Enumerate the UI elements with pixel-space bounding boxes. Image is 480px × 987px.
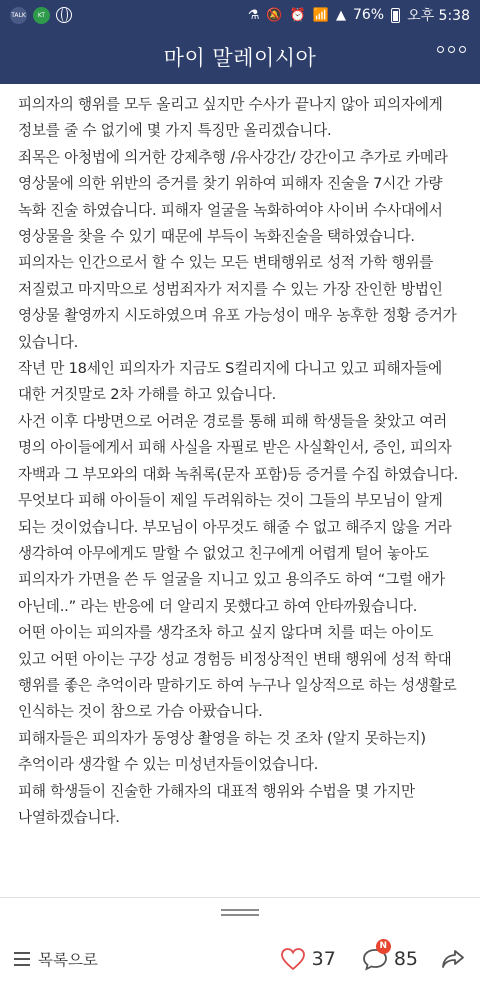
wifi-icon: 📶 xyxy=(312,7,329,23)
status-bar-right xyxy=(248,5,470,25)
back-to-list-button[interactable] xyxy=(14,948,98,970)
article-paragraph: 피의자의 행위를 모두 올리고 싶지만 수사가 끝나지 않아 피의자에게 정보를 줄 수 없기에 몇 가지 특징만 올리겠습니다. xyxy=(18,96,443,140)
kakaotalk-icon: TALK xyxy=(10,7,27,24)
signal-icon: ▲ xyxy=(335,7,346,23)
more-icon xyxy=(437,46,444,53)
new-badge: N xyxy=(376,939,391,954)
status-bar xyxy=(0,0,480,30)
like-button[interactable] xyxy=(280,947,336,971)
bottom-bar xyxy=(0,930,480,987)
list-icon xyxy=(14,952,30,966)
article-paragraph: 피의자는 인간으로서 할 수 있는 모든 변태행위로 성적 가학 행위를 저질렀고 마지막으로 성범죄자가 저지를 수 있는 가장 잔인한 방법인 영상물 촬영까지 시도하였으며 유포 가능성이 매우 농후한 정황 증거가 있습니다. xyxy=(18,254,457,351)
back-to-list-label: 목록으로 xyxy=(38,950,98,969)
app-header xyxy=(0,30,480,84)
status-bar-left xyxy=(10,7,72,24)
article-paragraph: 사건 이후 다방면으로 어려운 경로를 통해 피해 학생들을 찾았고 여러 명의 아이들에게서 피해 사실을 자필로 받은 사실확인서, 증인, 피의자 자백과 그 부모와의 대화 녹취록(문자 포함)등 증거를 수집 하였습니다. xyxy=(18,412,459,483)
comment-button[interactable] xyxy=(362,941,418,971)
alarm-icon: ⏰ xyxy=(289,7,306,23)
article-paragraph: 죄목은 아청법에 의거한 강제추행 /유사강간/ 강간이고 추가로 카메라 영상물에 의한 위반의 증거를 찾기 위하여 피해자 진술을 7시간 가량 녹화 진술 하였습니다. 피해자 얼굴을 녹화하여야 사이버 수사대에서 영상물을 찾을 수 있기 때문에 부득이 녹화진술을 택하였습니다. xyxy=(18,148,448,246)
more-icon xyxy=(448,46,455,53)
more-button[interactable] xyxy=(437,46,466,53)
lab-icon: ⚗ xyxy=(247,7,260,23)
article-paragraph: 피해 학생들이 진술한 가해자의 대표적 행위와 수법을 몇 가지만 나열하겠습니다. xyxy=(18,782,415,826)
globe-icon xyxy=(56,7,72,23)
post-actions xyxy=(280,941,466,971)
like-count: 37 xyxy=(311,947,336,970)
article-paragraph: 무엇보다 피해 아이들이 제일 두려워하는 것이 그들의 부모님이 알게 되는 것이었습니다. 부모님이 아무것도 해줄 수 없고 해주지 않을 거라 생각하여 아무에게도 말할 수 없었고 친구에게 어렵게 털어 놓아도 피의자가 가면을 쓴 두 얼굴을 지니고 있고 용의주도 하여 “그럴 애가 아닌데..” 라는 반응에 더 알리지 못했다고 하여 안타까웠습니다. xyxy=(18,492,452,615)
kt-icon: KT xyxy=(33,7,50,24)
article-paragraph: 피해자들은 피의자가 동영상 촬영을 하는 것 조차 (알지 못하는지) 추억이라 생각할 수 있는 미성년자들이었습니다. xyxy=(18,729,426,774)
battery-icon xyxy=(391,8,400,23)
page-title: 마이 말레이시아 xyxy=(163,46,317,70)
share-icon xyxy=(440,947,466,971)
heart-icon xyxy=(280,947,306,971)
article-paragraph: 작년 만 18세인 피의자가 지금도 S컬리지에 다니고 있고 피해자들에 대한 거짓말로 2차 가해를 하고 있습니다. xyxy=(18,360,443,404)
share-button[interactable] xyxy=(440,947,466,971)
clock: 오후 5:38 xyxy=(407,8,470,24)
mute-icon: 🔕 xyxy=(266,7,283,23)
battery-percent: 76% xyxy=(352,7,385,23)
drag-handle[interactable] xyxy=(221,909,259,915)
article-body xyxy=(18,92,464,831)
divider xyxy=(0,897,480,898)
article-paragraph: 어떤 아이는 피의자를 생각조차 하고 싶지 않다며 치를 떠는 아이도 있고 어떤 아이는 구강 성교 경험등 비정상적인 변태 행위에 성적 학대 행위를 좋은 추억이라 말하기도 하여 누구나 일상적으로 하는 성생활로 인식하는 것이 참으로 가슴 아팠습니다. xyxy=(18,624,457,721)
comment-count: 85 xyxy=(393,947,418,970)
more-icon xyxy=(459,46,466,53)
